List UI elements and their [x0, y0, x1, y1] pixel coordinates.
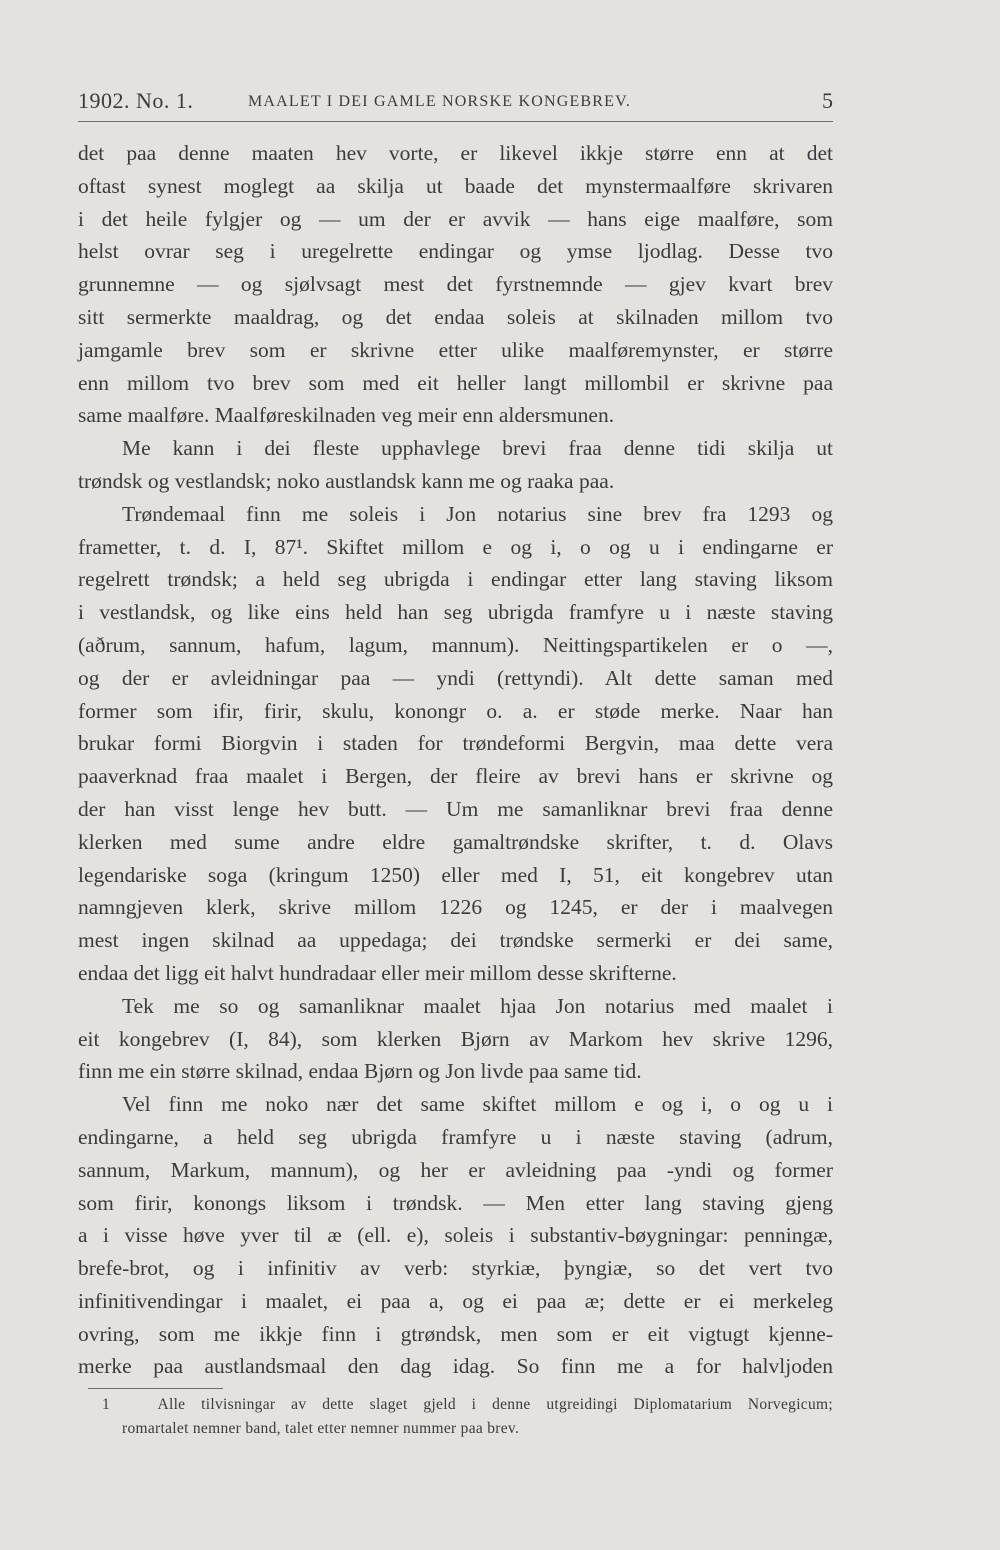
- text-line: enn millom tvo brev som med eit heller langt millombil er skrivne paa: [78, 370, 833, 395]
- text-line: endaa det ligg eit halvt hundradaar eller meir millom desse skrifterne.: [78, 960, 677, 985]
- text-line: sannum, Markum, mannum), og her er avleidning paa -yndi og former: [78, 1157, 833, 1182]
- text-line: endingarne, a held seg ubrigda framfyre u i næste staving (adrum,: [78, 1124, 833, 1149]
- text-line: Me kann i dei fleste upphavlege brevi fraa denne tidi skilja ut: [122, 436, 833, 461]
- text-line: namngjeven klerk, skrive millom 1226 og 1245, er der i maalvegen: [78, 895, 833, 920]
- text-line: former som ifir, firir, skulu, konongr o. a. er støde merke. Naar han: [78, 698, 833, 723]
- text-line: frametter, t. d. I, 87¹. Skiftet millom e og i, o og u i endingarne er: [78, 534, 833, 559]
- page-number: 5: [822, 88, 833, 113]
- footnote-text-2: romartalet nemner band, talet etter nemner nummer paa brev.: [122, 1420, 520, 1437]
- text-line: eit kongebrev (I, 84), som klerken Bjørn av Markom hev skrive 1296,: [78, 1026, 833, 1051]
- text-line: finn me ein større skilnad, endaa Bjørn og Jon livde paa same tid.: [78, 1059, 642, 1084]
- text-line: infinitivendingar i maalet, ei paa a, og ei paa æ; dette er ei merkeleg: [78, 1288, 833, 1313]
- text-line: Vel finn me noko nær det same skiftet millom e og i, o og u i: [122, 1092, 833, 1117]
- footnote-line: [102, 1393, 833, 1417]
- text-line: mest ingen skilnad aa uppedaga; dei trøndske sermerki er dei same,: [78, 928, 833, 953]
- text-line: klerken med sume andre eldre gamaltrøndske skrifter, t. d. Olavs: [78, 829, 833, 854]
- text-line: brukar formi Biorgvin i staden for trøndeformi Bergvin, maa dette vera: [78, 731, 833, 756]
- text-line: sitt sermerkte maaldrag, og det endaa soleis at skilnaden millom tvo: [78, 304, 833, 329]
- text-line: helst ovrar seg i uregelrette endingar og ymse ljodlag. Desse tvo: [78, 239, 833, 264]
- footnote-text-1: Alle tilvisningar av dette slaget gjeld i denne utgreidingi Diplomatarium Norvegicum;: [157, 1396, 833, 1413]
- body-text: [78, 137, 833, 1383]
- header-rule: [78, 121, 833, 122]
- text-line: paaverknad fraa maalet i Bergen, der fleire av brevi hans er skrivne og: [78, 764, 833, 789]
- text-line: same maalføre. Maalføreskilnaden veg meir enn aldersmunen.: [78, 403, 615, 428]
- text-line: i det heile fylgjer og — um der er avvik — hans eige maalføre, som: [78, 206, 833, 231]
- text-line: regelrett trøndsk; a held seg ubrigda i endingar etter lang staving liksom: [78, 567, 833, 592]
- text-line: (aðrum, sannum, hafum, lagum, mannum). Neittingspartikelen er o —,: [78, 632, 833, 657]
- text-line: jamgamle brev som er skrivne etter ulike maalføremynster, er større: [78, 337, 833, 362]
- footnote-marker: 1: [102, 1396, 111, 1413]
- text-line: oftast synest moglegt aa skilja ut baade det mynstermaalføre skrivaren: [78, 173, 833, 198]
- text-line: ovring, som me ikkje finn i gtrøndsk, men som er eit vigtugt kjenne-: [78, 1321, 833, 1346]
- text-line: det paa denne maaten hev vorte, er likevel ikkje større enn at det: [78, 141, 833, 165]
- footnote-line: [102, 1417, 833, 1441]
- text-line: brefe-brot, og i infinitiv av verb: styrkiæ, þyngiæ, so det vert tvo: [78, 1256, 833, 1281]
- running-title: MAALET I DEI GAMLE NORSKE KONGEBREV.: [248, 93, 632, 110]
- text-line: merke paa austlandsmaal den dag idag. So finn me a for halvljoden: [78, 1354, 833, 1379]
- running-head: [78, 88, 833, 122]
- text-line: legendariske soga (kringum 1250) eller med I, 51, eit kongebrev utan: [78, 862, 833, 887]
- footnotes: [102, 1393, 833, 1441]
- issue-reference: 1902. No. 1.: [78, 88, 194, 113]
- text-line: grunnemne — og sjølvsagt mest det fyrstnemnde — gjev kvart brev: [78, 272, 833, 297]
- footnote-rule: [88, 1388, 223, 1389]
- text-line: der han visst lenge hev butt. — Um me samanliknar brevi fraa denne: [78, 796, 833, 821]
- text-line: i vestlandsk, og like eins held han seg ubrigda framfyre u i næste staving: [78, 600, 833, 625]
- text-line: trøndsk og vestlandsk; noko austlandsk kann me og raaka paa.: [78, 468, 615, 493]
- text-line: som firir, konongs liksom i trøndsk. — Men etter lang staving gjeng: [78, 1190, 833, 1215]
- text-line: Tek me so og samanliknar maalet hjaa Jon notarius med maalet i: [122, 993, 833, 1018]
- text-line: Trøndemaal finn me soleis i Jon notarius sine brev fra 1293 og: [122, 501, 833, 526]
- text-line: a i visse høve yver til æ (ell. e), soleis i substantiv-bøygningar: penningæ,: [78, 1223, 833, 1248]
- text-line: og der er avleidningar paa — yndi (rettyndi). Alt dette saman med: [78, 665, 833, 690]
